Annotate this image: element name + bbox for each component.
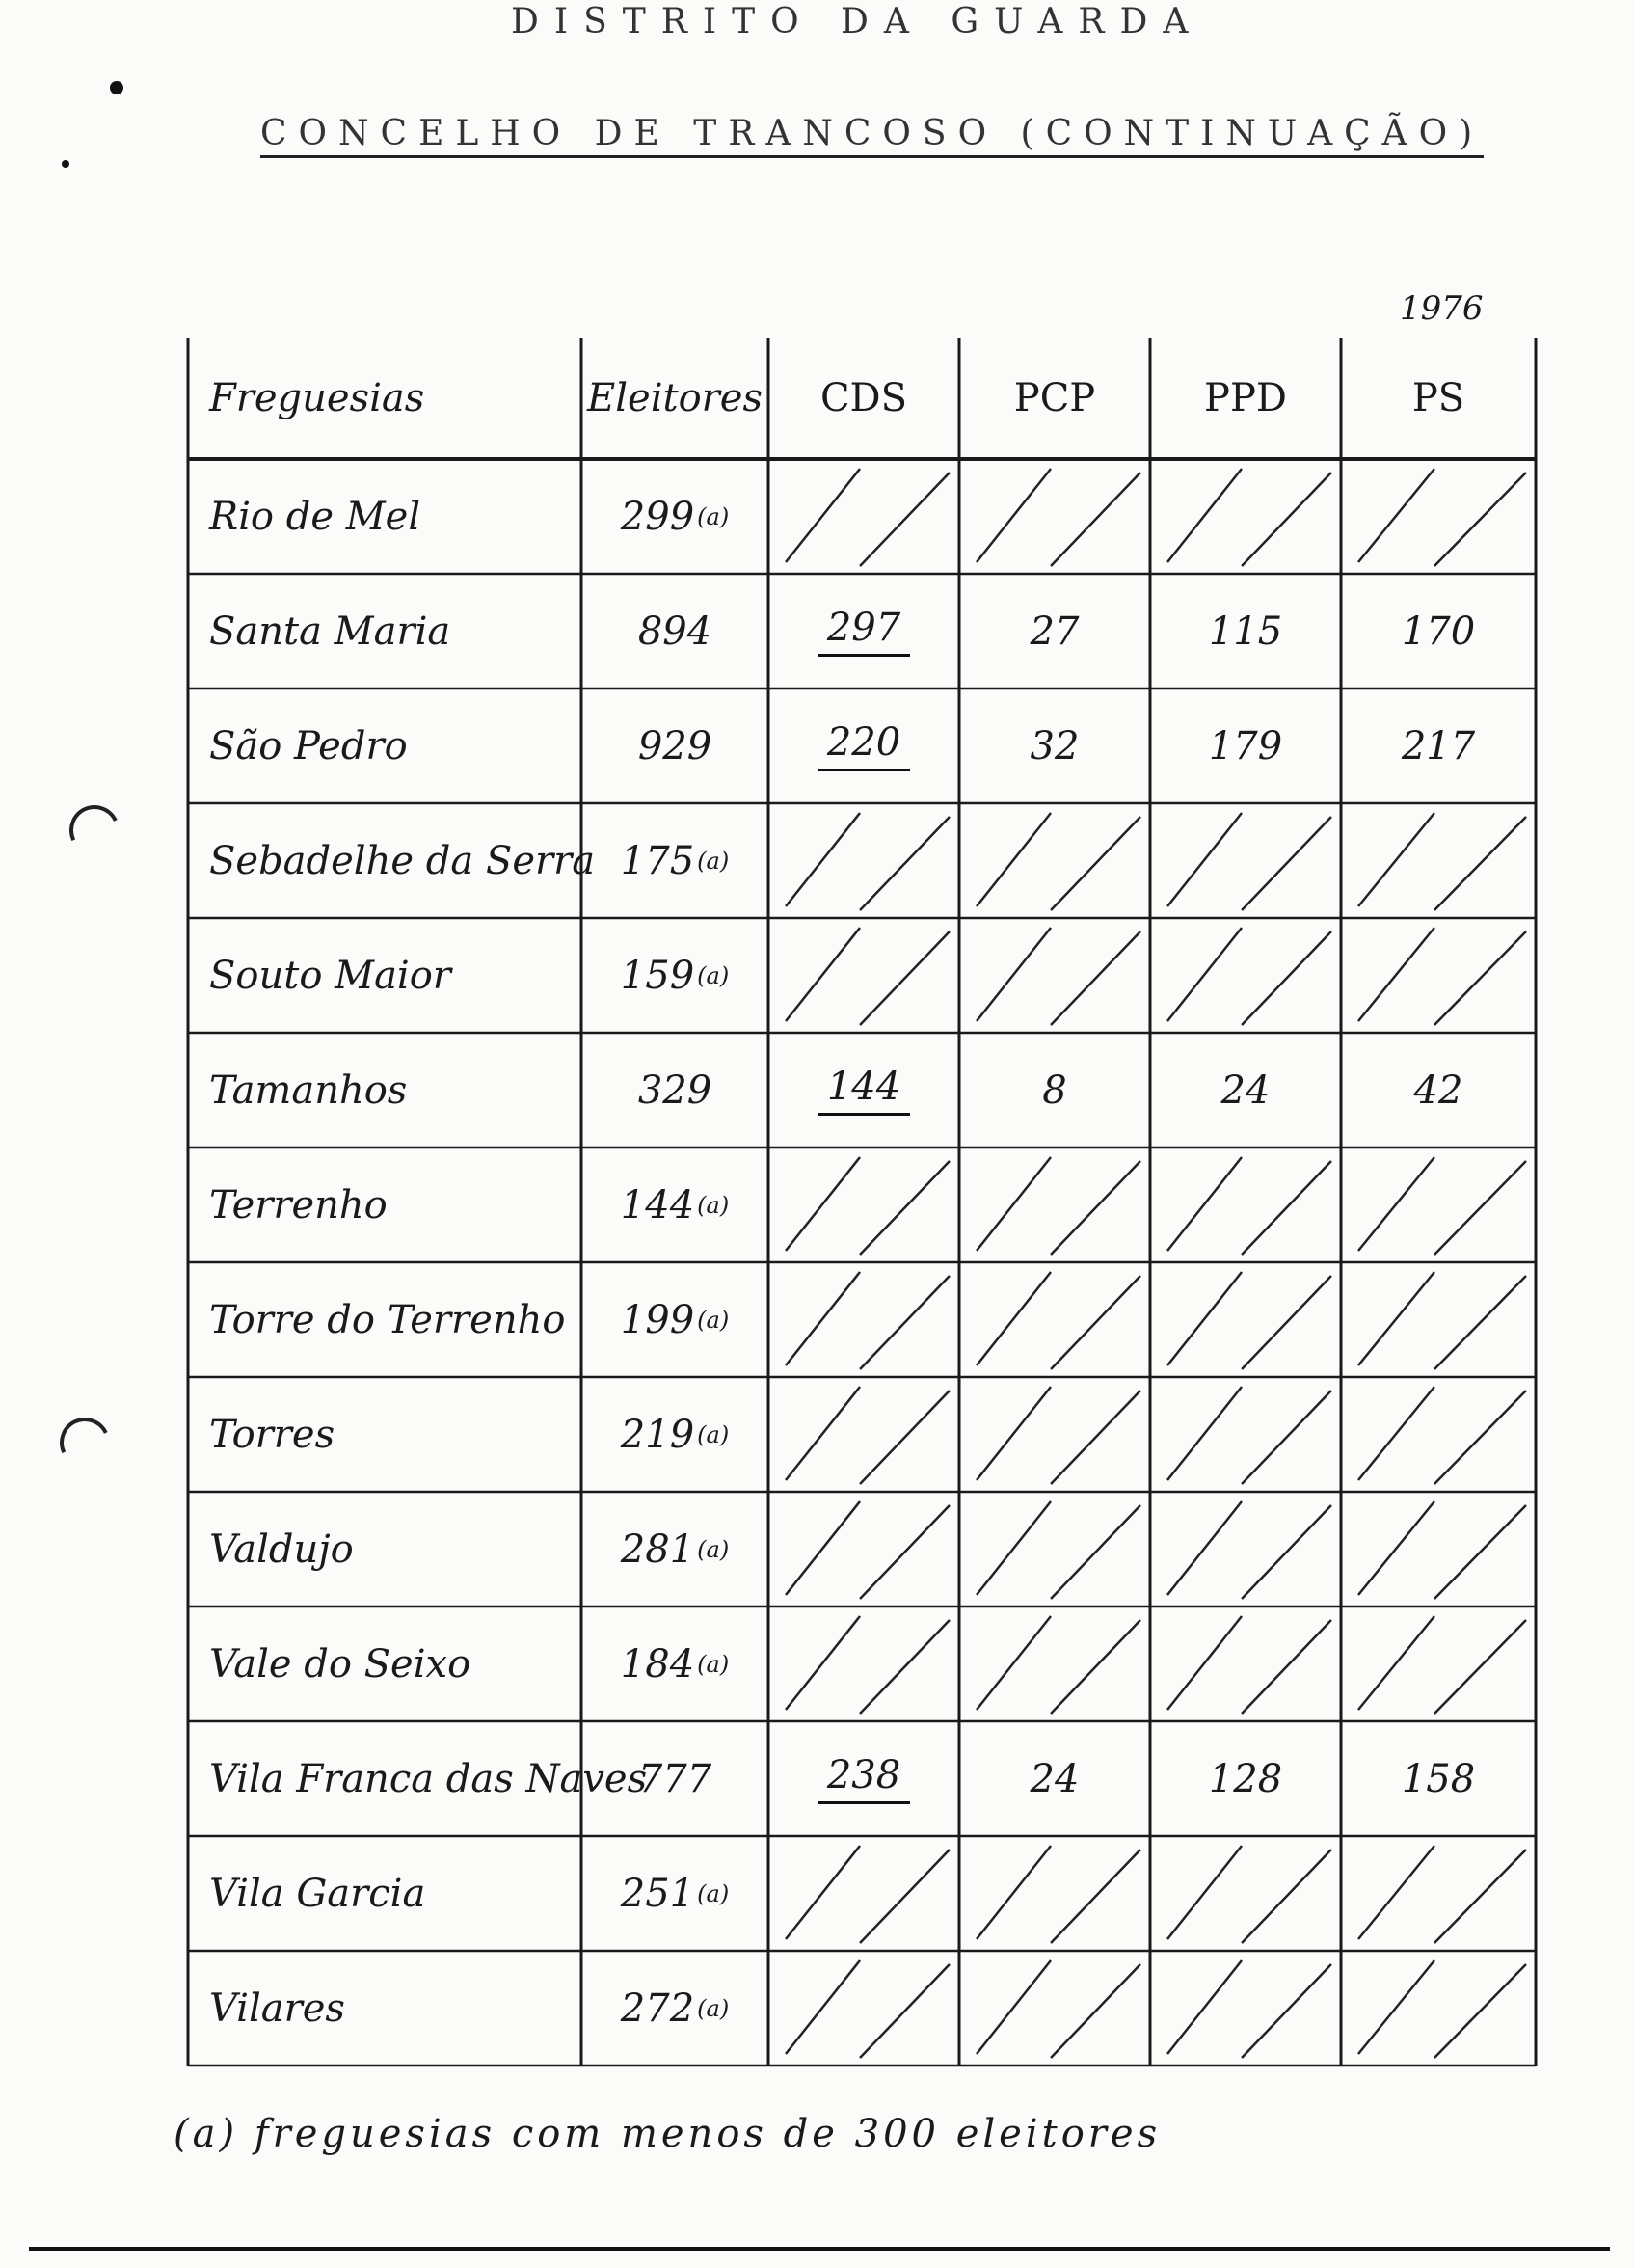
voters-count — [581, 574, 768, 688]
strike-mark — [1051, 1390, 1140, 1484]
strike-mark — [977, 1157, 1051, 1251]
strike-mark — [1242, 1161, 1331, 1255]
voters-count — [581, 1033, 768, 1148]
strike-mark — [977, 928, 1051, 1021]
footnote-marker: (a) — [697, 1994, 730, 2022]
strike-mark — [1051, 1964, 1140, 2058]
ps-votes-text: 158 — [1401, 1756, 1476, 1801]
cds-votes — [768, 688, 959, 803]
voters-count-text: 777 — [637, 1756, 712, 1801]
strike-mark — [1051, 1850, 1140, 1943]
strike-mark — [860, 1620, 950, 1714]
voters-count-text: 219 — [620, 1412, 695, 1457]
strike-mark — [1051, 1505, 1140, 1599]
strike-mark — [1242, 472, 1331, 566]
strike-mark — [1358, 1960, 1434, 2054]
footnote-marker: (a) — [697, 1535, 730, 1563]
cds-votes — [768, 1033, 959, 1148]
parish-header — [188, 338, 581, 459]
parish-name — [188, 459, 581, 574]
strike-mark — [1242, 932, 1331, 1025]
strike-mark — [977, 1846, 1051, 1939]
ps-votes-text: 42 — [1413, 1067, 1463, 1113]
parish-name-text: Tamanhos — [209, 1067, 408, 1113]
strike-mark — [1242, 1964, 1331, 2058]
voters-count — [581, 803, 768, 918]
column-label: PCP — [1013, 376, 1096, 420]
ps-votes-text: 217 — [1401, 723, 1476, 769]
pcp-votes — [959, 1721, 1150, 1836]
ppd-votes-text: 24 — [1220, 1067, 1271, 1113]
strike-mark — [1051, 932, 1140, 1025]
parish-name — [188, 1377, 581, 1492]
strike-mark — [1167, 1501, 1242, 1595]
strike-mark — [1358, 1501, 1434, 1595]
strike-mark — [1051, 1161, 1140, 1255]
parish-name — [188, 574, 581, 688]
strike-mark — [860, 1850, 950, 1943]
strike-mark — [786, 1501, 860, 1595]
parish-name-text: Sebadelhe da Serra — [209, 838, 596, 883]
pcp-votes — [959, 574, 1150, 688]
voters-count — [581, 688, 768, 803]
margin-dot — [62, 160, 69, 168]
year-annotation: 1976 — [1400, 289, 1484, 328]
parish-name-text: Santa Maria — [209, 608, 451, 654]
footnote-marker: (a) — [697, 1306, 730, 1334]
footnote-marker: (a) — [697, 847, 730, 875]
column-label: Freguesias — [209, 376, 425, 420]
voters-count-text: 251 — [620, 1871, 695, 1916]
cds-votes-text: 297 — [818, 606, 910, 657]
ps-votes — [1341, 1721, 1536, 1836]
ppd-votes — [1150, 574, 1341, 688]
strike-mark — [1242, 1620, 1331, 1714]
strike-mark — [860, 817, 950, 910]
ps-votes — [1341, 574, 1536, 688]
ppd-votes — [1150, 1721, 1341, 1836]
parish-name-text: Rio de Mel — [209, 494, 421, 539]
punch-hole-mark — [63, 798, 127, 863]
ppd-header — [1150, 338, 1341, 459]
parish-name — [188, 1262, 581, 1377]
pcp-votes-text: 8 — [1042, 1067, 1067, 1113]
voters-count — [581, 1721, 768, 1836]
voters-count — [581, 1606, 768, 1721]
strike-mark — [1167, 469, 1242, 562]
voters-header — [581, 338, 768, 459]
cds-votes-text: 220 — [818, 720, 910, 771]
margin-dot — [110, 81, 123, 94]
voters-count-text: 175 — [620, 838, 695, 883]
pcp-votes — [959, 1033, 1150, 1148]
pcp-votes-text: 32 — [1030, 723, 1080, 769]
strike-mark — [1358, 813, 1434, 906]
footnote-marker: (a) — [697, 1650, 730, 1678]
pcp-votes — [959, 688, 1150, 803]
ppd-votes — [1150, 1033, 1341, 1148]
strike-mark — [786, 813, 860, 906]
voters-count-text: 199 — [620, 1297, 695, 1342]
district-heading: DISTRITO DA GUARDA — [511, 2, 1204, 41]
voters-count — [581, 459, 768, 574]
strike-mark — [1434, 472, 1526, 566]
strike-mark — [1167, 928, 1242, 1021]
strike-mark — [1167, 1387, 1242, 1480]
strike-mark — [1167, 813, 1242, 906]
strike-mark — [1051, 1276, 1140, 1369]
footnote-marker: (a) — [697, 1191, 730, 1219]
strike-mark — [977, 1616, 1051, 1710]
cds-header — [768, 338, 959, 459]
footnote-marker: (a) — [697, 1879, 730, 1907]
strike-mark — [786, 1616, 860, 1710]
cds-votes-text: 238 — [818, 1753, 910, 1804]
parish-name — [188, 688, 581, 803]
voters-count-text: 299 — [620, 494, 695, 539]
strike-mark — [1167, 1616, 1242, 1710]
voters-count-text: 281 — [620, 1526, 695, 1572]
strike-mark — [1167, 1272, 1242, 1365]
strike-mark — [786, 1272, 860, 1365]
strike-mark — [786, 928, 860, 1021]
parish-name — [188, 803, 596, 918]
parish-name — [188, 918, 581, 1033]
strike-mark — [1242, 1276, 1331, 1369]
voters-count-text: 272 — [620, 1985, 695, 2031]
column-label: Eleitores — [587, 376, 763, 420]
voters-count — [581, 1836, 768, 1951]
parish-name-text: Vale do Seixo — [209, 1641, 471, 1687]
strike-mark — [1358, 1616, 1434, 1710]
strike-mark — [1434, 932, 1526, 1025]
strike-mark — [1358, 928, 1434, 1021]
parish-name-text: Valdujo — [209, 1526, 354, 1572]
strike-mark — [1434, 1964, 1526, 2058]
ps-votes — [1341, 688, 1536, 803]
ppd-votes-text: 128 — [1208, 1756, 1283, 1801]
strike-mark — [1434, 1850, 1526, 1943]
footnote-marker: (a) — [697, 961, 730, 989]
parish-name-text: Vila Garcia — [209, 1871, 426, 1916]
strike-mark — [860, 1161, 950, 1255]
strike-mark — [1434, 1505, 1526, 1599]
voters-count-text: 929 — [637, 723, 712, 769]
voters-count-text: 184 — [620, 1641, 695, 1687]
strike-mark — [786, 1846, 860, 1939]
ps-header — [1341, 338, 1536, 459]
footnote-marker: (a) — [697, 502, 730, 530]
strike-mark — [1434, 1276, 1526, 1369]
parish-name — [188, 1148, 581, 1262]
strike-mark — [1242, 1850, 1331, 1943]
voters-count — [581, 918, 768, 1033]
parish-name-text: Terrenho — [209, 1182, 388, 1228]
parish-name-text: Vilares — [209, 1985, 345, 2031]
cds-votes — [768, 1721, 959, 1836]
strike-mark — [977, 1501, 1051, 1595]
strike-mark — [977, 813, 1051, 906]
ps-votes-text: 170 — [1401, 608, 1476, 654]
strike-mark — [1358, 1272, 1434, 1365]
parish-name — [188, 1606, 581, 1721]
ppd-votes — [1150, 688, 1341, 803]
strike-mark — [1434, 817, 1526, 910]
voters-count — [581, 1377, 768, 1492]
strike-mark — [1358, 1846, 1434, 1939]
cds-votes — [768, 574, 959, 688]
parish-name — [188, 1951, 581, 2066]
footnote-marker: (a) — [697, 1420, 730, 1448]
pcp-header — [959, 338, 1150, 459]
strike-mark — [977, 1387, 1051, 1480]
parish-name — [188, 1721, 648, 1836]
strike-mark — [1167, 1157, 1242, 1251]
strike-mark — [1434, 1161, 1526, 1255]
parish-name-text: Torres — [209, 1412, 335, 1457]
strike-mark — [860, 1276, 950, 1369]
strike-mark — [1167, 1846, 1242, 1939]
results-table — [188, 338, 1536, 2071]
strike-mark — [1242, 1390, 1331, 1484]
strike-mark — [860, 1390, 950, 1484]
strike-mark — [1358, 1157, 1434, 1251]
voters-count — [581, 1951, 768, 2066]
strike-mark — [786, 1960, 860, 2054]
voters-count-text: 159 — [620, 953, 695, 998]
strike-mark — [977, 1960, 1051, 2054]
voters-count — [581, 1492, 768, 1606]
cds-votes-text: 144 — [818, 1065, 910, 1116]
parish-name-text: Torre do Terrenho — [209, 1297, 566, 1342]
parish-name — [188, 1492, 581, 1606]
parish-name-text: Souto Maior — [209, 953, 451, 998]
strike-mark — [1051, 472, 1140, 566]
parish-name-text: Vila Franca das Naves — [209, 1756, 648, 1801]
strike-mark — [977, 1272, 1051, 1365]
strike-mark — [1434, 1390, 1526, 1484]
voters-count — [581, 1262, 768, 1377]
strike-mark — [860, 932, 950, 1025]
strike-mark — [860, 1505, 950, 1599]
county-heading: CONCELHO DE TRANCOSO (CONTINUAÇÃO) — [260, 114, 1484, 158]
ppd-votes-text: 115 — [1208, 608, 1283, 654]
strike-mark — [860, 1964, 950, 2058]
strike-mark — [786, 469, 860, 562]
ps-votes — [1341, 1033, 1536, 1148]
punch-hole-mark — [53, 1411, 118, 1475]
strike-mark — [1167, 1960, 1242, 2054]
ppd-votes-text: 179 — [1208, 723, 1283, 769]
voters-count-text: 894 — [637, 608, 712, 654]
parish-name — [188, 1033, 581, 1148]
strike-mark — [1358, 469, 1434, 562]
parish-name — [188, 1836, 581, 1951]
strike-mark — [1242, 1505, 1331, 1599]
column-label: PS — [1411, 376, 1465, 420]
voters-count-text: 329 — [637, 1067, 712, 1113]
parish-name-text: São Pedro — [209, 723, 408, 769]
pcp-votes-text: 27 — [1030, 608, 1080, 654]
strike-mark — [1358, 1387, 1434, 1480]
strike-mark — [1051, 817, 1140, 910]
strike-mark — [1051, 1620, 1140, 1714]
voters-count — [581, 1148, 768, 1262]
strike-mark — [860, 472, 950, 566]
strike-mark — [1242, 817, 1331, 910]
strike-mark — [1434, 1620, 1526, 1714]
column-label: PPD — [1204, 376, 1287, 420]
strike-mark — [786, 1387, 860, 1480]
footnote: (a) freguesias com menos de 300 eleitores — [174, 2112, 1162, 2156]
strike-mark — [786, 1157, 860, 1251]
strike-mark — [977, 469, 1051, 562]
column-label: CDS — [819, 376, 908, 420]
bottom-rule — [29, 2247, 1610, 2251]
pcp-votes-text: 24 — [1030, 1756, 1080, 1801]
voters-count-text: 144 — [620, 1182, 695, 1228]
